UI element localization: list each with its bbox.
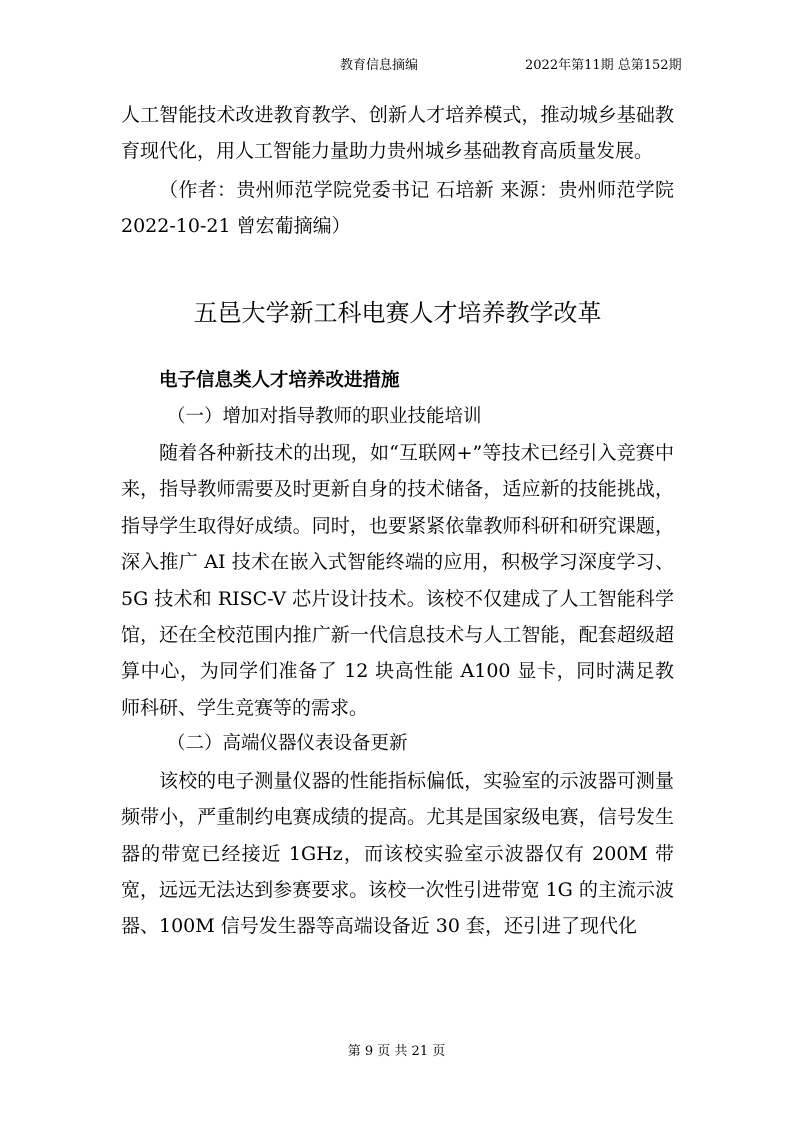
page-header (0, 54, 793, 74)
subsection-body-2: 该校的电子测量仪器的性能指标偏低，实验室的示波器可测量频带小，严重制约电赛成绩的提高。尤其是国家级电赛，信号发生器的带宽已经接近 1GHz，而该校实验室示波器仅有 200M 带宽，远远无法达到参赛要求。该校一次性引进带宽 1G 的主流示波器、100M 信号发生器等高端设备近 30 套，还引进了现代化 (121, 769, 674, 938)
subsection-body-1: 随着各种新技术的出现，如“互联网+”等技术已经引入竞赛中来，指导教师需要及时更新自身的技术储备，适应新的技能挑战，指导学生取得好成绩。同时，也要紧紧依靠教师科研和研究课题，深入推广 AI 技术在嵌入式智能终端的应用，积极学习深度学习、5G 技术和 RISC-V 芯片设计技术。该校不仅建成了人工智能科学馆，还在全校范围内推广新一代信息技术与人工智能，配套超级超算中心，为同学们准备了 12 块高性能 A100 显卡，同时满足教师科研、学生竞赛等的需求。 (121, 442, 674, 719)
author-note: （作者：贵州师范学院党委书记 石培新 来源：贵州师范学院 2022-10-21 曾宏葡摘编） (121, 178, 674, 238)
issue-number: 2022年第11期 总第152期 (525, 58, 682, 73)
publication-name: 教育信息摘编 (340, 58, 419, 73)
subsection-heading-2: （二）高端仪器仪表设备更新 (167, 733, 408, 755)
page-footer: 第 9 页 共 21 页 (347, 1044, 446, 1059)
article-title: 五邑大学新工科电赛人才培养教学改革 (193, 298, 602, 327)
subsection-heading-1: （一）增加对指导教师的职业技能培训 (167, 405, 482, 427)
page-content (121, 97, 674, 945)
section-title: 电子信息类人才培养改进措施 (159, 369, 400, 391)
intro-paragraph: 人工智能技术改进教育教学、创新人才培养模式，推动城乡基础教育现代化，用人工智能力量助力贵州城乡基础教育高质量发展。 (121, 104, 674, 163)
